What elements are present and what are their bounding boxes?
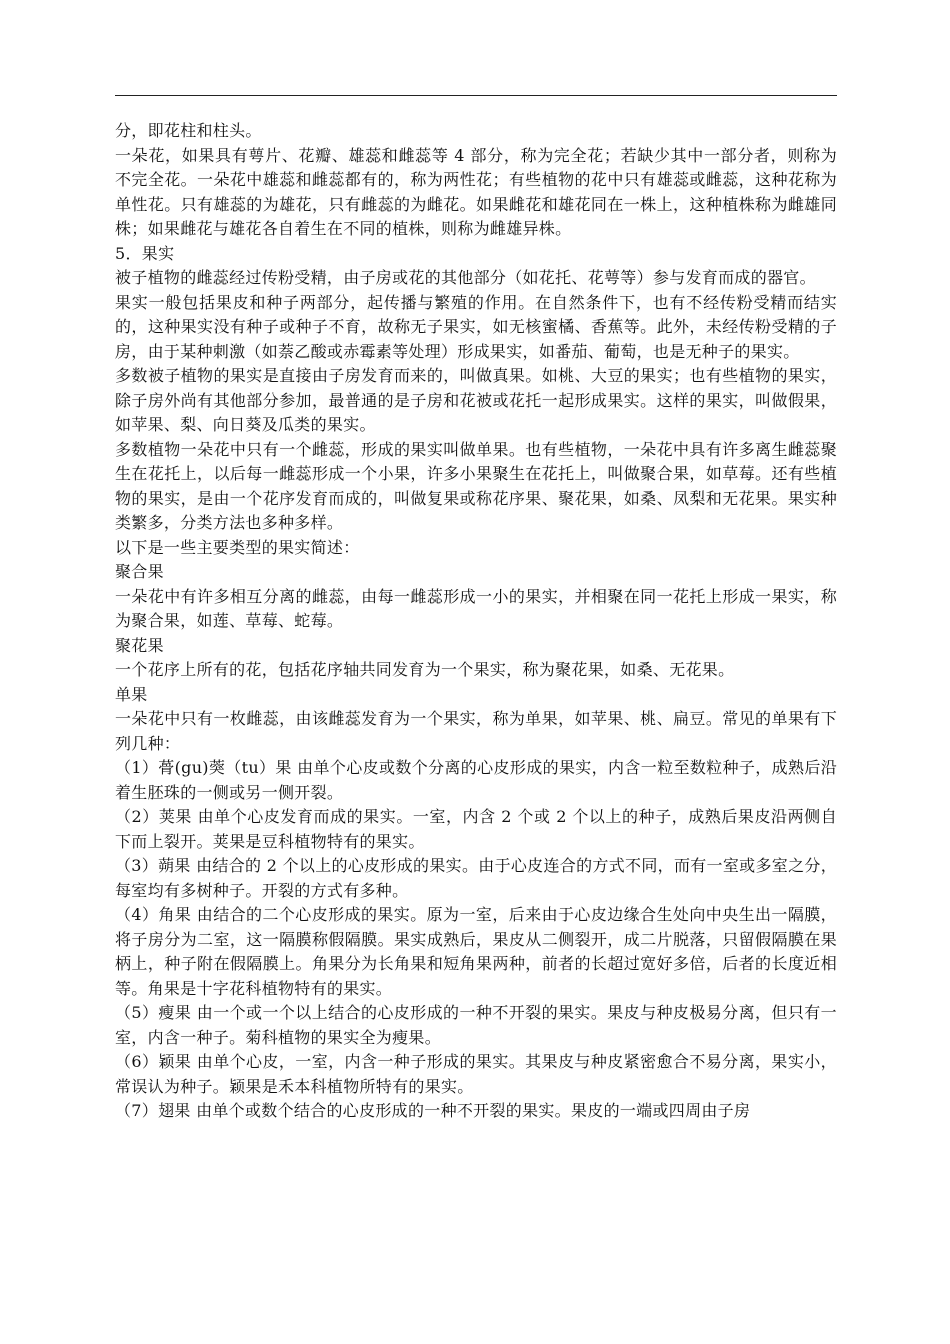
- list-item-caryopsis: （6）颖果 由单个心皮，一室，内含一种子形成的果实。其果皮与种皮紧密愈合不易分离，果实小，常误认为种子。颖果是禾本科植物所特有的果实。: [115, 1052, 837, 1096]
- paragraph-simple-fruit: 一朵花中只有一枚雌蕊，由该雌蕊发育为一个果实，称为单果，如苹果、桃、扁豆。常见的单果有下列几种：: [115, 709, 837, 753]
- paragraph-fruit-definition: 被子植物的雌蕊经过传粉受精，由子房或花的其他部分（如花托、花萼等）参与发育而成的器官。: [115, 268, 816, 287]
- paragraph-complete-flower: 一朵花，如果具有萼片、花瓣、雄蕊和雌蕊等 4 部分，称为完全花；若缺少其中一部分者，则称为不完全花。一朵花中雄蕊和雌蕊都有的，称为两性花；有些植物的花中只有雄蕊或雌蕊，这种花称为单性花。只有雄蕊的为雄花，只有雌蕊的为雌花。如果雌花和雄花同在一株上，这种植株称为雌雄同株；如果雌花与雄花各自着生在不同的植株，则称为雌雄异株。: [115, 145, 837, 238]
- paragraph-true-false-fruit: 多数被子植物的果实是直接由子房发育而来的，叫做真果。如桃、大豆的果实；也有些植物的果实，除子房外尚有其他部分参加，最普通的是子房和花被或花托一起形成果实。这样的果实，叫做假果，如苹果、梨、向日葵及瓜类的果实。: [115, 366, 837, 434]
- document-body: [115, 119, 837, 1124]
- list-item-legume: （2）荚果 由单个心皮发育而成的果实。一室，内含 2 个或 2 个以上的种子，成熟后果皮沿两侧自下而上裂开。荚果是豆科植物特有的果实。: [115, 807, 837, 851]
- list-item-samara: （7）翅果 由单个或数个结合的心皮形成的一种不开裂的果实。果皮的一端或四周由子房: [115, 1101, 751, 1120]
- list-item-silique: （4）角果 由结合的二个心皮形成的果实。原为一室，后来由于心皮边缘合生处向中央生出一隔膜，将子房分为二室，这一隔膜称假隔膜。果实成熟后，果皮从二侧裂开，成二片脱落，只留假隔膜在果柄上，种子附在假隔膜上。角果分为长角果和短角果两种，前者的长超过宽好多倍，后者的长度近相等。角果是十字花科植物特有的果实。: [115, 905, 837, 998]
- paragraph-intro-types: 以下是一些主要类型的果实简述：: [115, 537, 360, 557]
- subheading-simple-fruit: 单果: [115, 684, 148, 704]
- list-item-follicle: （1）蓇(gu)葖（tu）果 由单个心皮或数个分离的心皮形成的果实，内含一粒至数粒种子，成熟后沿着生胚珠的一侧或另一侧开裂。: [115, 758, 837, 802]
- paragraph-fruit-structure: 果实一般包括果皮和种子两部分，起传播与繁殖的作用。在自然条件下，也有不经传粉受精而结实的，这种果实没有种子或种子不育，故称无子果实，如无核蜜橘、香蕉等。此外，未经传粉受精的子房，由于某种刺激（如萘乙酸或赤霉素等处理）形成果实，如番茄、葡萄，也是无种子的果实。: [115, 292, 837, 361]
- subheading-aggregate-fruit: 聚合果: [115, 562, 164, 581]
- list-item-achene: （5）瘦果 由一个或一个以上结合的心皮形成的一种不开裂的果实。果皮与种皮极易分离，但只有一室，内含一种子。菊科植物的果实全为瘦果。: [115, 1003, 837, 1047]
- section-heading-fruit: 5．果实: [115, 243, 175, 263]
- paragraph-multiple-fruit: 一个花序上所有的花，包括花序轴共同发育为一个果实，称为聚花果，如桑、无花果。: [115, 660, 735, 679]
- subheading-multiple-fruit: 聚花果: [115, 635, 164, 655]
- list-item-capsule: （3）蒴果 由结合的 2 个以上的心皮形成的果实。由于心皮连合的方式不同，而有一室或多室之分，每室均有多树种子。开裂的方式有多种。: [115, 856, 837, 900]
- paragraph-aggregate-fruit: 一朵花中有许多相互分离的雌蕊，由每一雌蕊形成一小的果实，并相聚在同一花托上形成一果实，称为聚合果，如莲、草莓、蛇莓。: [115, 586, 837, 630]
- paragraph-fruit-classes: 多数植物一朵花中只有一个雌蕊，形成的果实叫做单果。也有些植物，一朵花中具有许多离生雌蕊聚生在花托上，以后每一雌蕊形成一个小果，许多小果聚生在花托上，叫做聚合果，如草莓。还有些植物的果实，是由一个花序发育而成的，叫做复果或称花序果、聚花果，如桑、凤梨和无花果。果实种类繁多，分类方法也多种多样。: [115, 439, 837, 532]
- paragraph-continuation: 分，即花柱和柱头。: [115, 121, 262, 140]
- header-rule: [115, 95, 837, 96]
